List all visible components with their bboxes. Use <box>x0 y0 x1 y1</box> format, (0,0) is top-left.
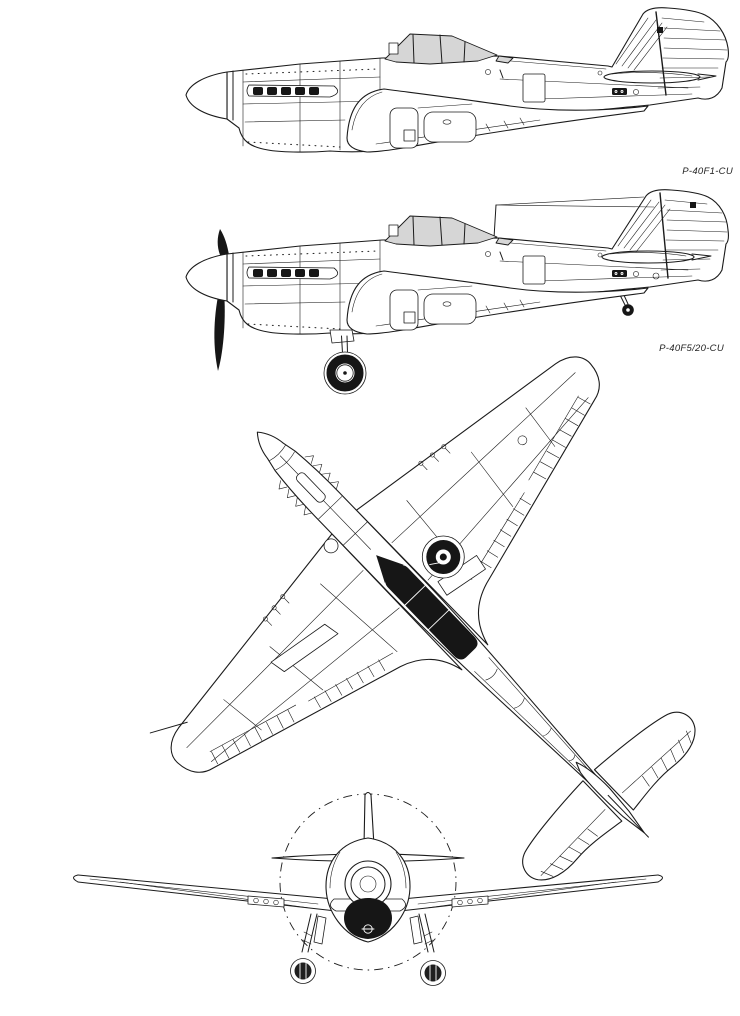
tail-access-panel <box>612 88 627 95</box>
gun-plate <box>248 896 284 907</box>
exhaust-stack <box>247 85 338 97</box>
wheel-fairing <box>390 290 418 330</box>
fin-marking <box>657 27 663 33</box>
label-p40f5-20: P-40F5/20-CU <box>659 343 724 354</box>
spinner <box>186 72 227 119</box>
label-p40f1: P-40F1-CU <box>682 166 733 177</box>
landing-gear-starboard <box>410 914 446 986</box>
windscreen-base-panel <box>389 225 398 236</box>
gun-plate <box>452 896 488 907</box>
wing-root-fairing-panel <box>424 112 476 142</box>
main-landing-gear <box>324 330 366 394</box>
wheel-fairing <box>390 108 418 148</box>
access-hatch <box>404 312 415 323</box>
spinner <box>186 254 227 301</box>
wing-starboard-front <box>400 875 663 911</box>
access-hatch <box>404 130 415 141</box>
wing-port-front <box>74 875 337 911</box>
landing-gear-port <box>291 914 327 984</box>
wing-root-fairing-panel <box>424 294 476 324</box>
radio-hatch <box>523 256 545 284</box>
exhaust-stack <box>247 267 338 279</box>
side-view-p40f5-20 <box>186 190 728 394</box>
tail-access-panel <box>612 270 627 277</box>
fin-marking <box>690 202 696 208</box>
radio-hatch <box>523 74 545 102</box>
windscreen-base-panel <box>389 43 398 54</box>
side-view-p40f1 <box>186 8 733 177</box>
